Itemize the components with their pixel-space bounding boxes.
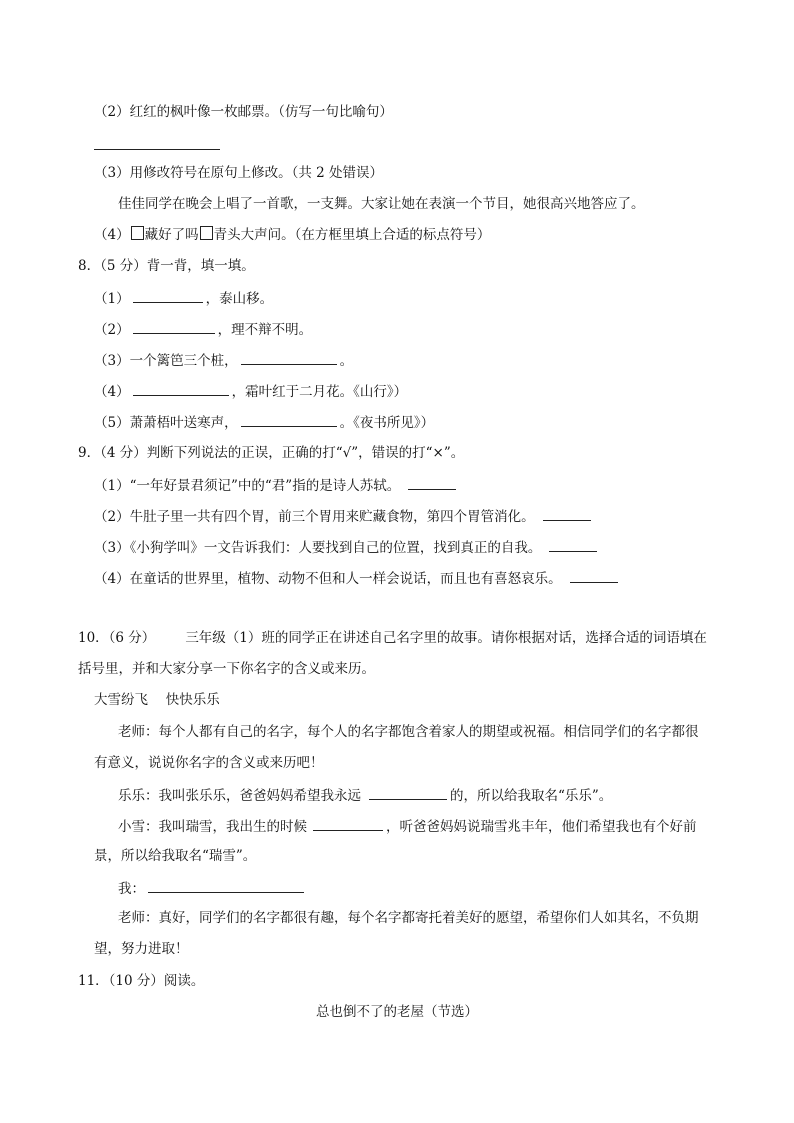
q10-lele-blank[interactable]: [369, 784, 447, 800]
q8-item4-blank[interactable]: [133, 380, 229, 396]
q9-item4: [94, 567, 621, 589]
q7-item3-sentence: 佳佳同学在晚会上唱了一首歌，一支舞。大家让她在表演一个节目，她很高兴地答应了。: [118, 196, 645, 212]
q8-item5-prefix: （5）萧萧梧叶送寒声，: [94, 415, 238, 431]
q9-item2: [94, 505, 594, 527]
q8-item5-blank[interactable]: [241, 411, 337, 427]
q7-item2: （2）红红的枫叶像一枚邮票。（仿写一句比喻句）: [94, 104, 393, 120]
q9-item3: [94, 536, 600, 558]
q8-item3: [94, 349, 353, 371]
q10-number: 10．（6 分）: [78, 630, 156, 646]
q8-item2: [94, 318, 312, 340]
q8-item4-suffix: ，霜叶红于二月花。《山行》）: [231, 384, 408, 400]
q8-item4: [94, 380, 407, 402]
q8-item1-blank[interactable]: [133, 287, 203, 303]
q8-item3-suffix: 。: [339, 353, 354, 369]
q9-header: 9．（4 分）判断下列说法的正误，正确的打“√”，错误的打“×”。: [78, 445, 465, 461]
q9-item3-text: （3）《小狗学叫》一文告诉我们：人要找到自己的位置，找到真正的自我。: [94, 540, 542, 556]
q10-teacher-closing-2: 望，努力进取！: [94, 941, 189, 957]
q7-item2-answer-line[interactable]: [94, 149, 220, 150]
q8-item1-prefix: （1）: [94, 291, 130, 307]
q7-item4-rest: 青头大声问。（在方框里填上合适的标点符号）: [213, 227, 491, 243]
q8-item3-blank[interactable]: [241, 349, 337, 365]
q10-xiaoxue-line: [118, 815, 697, 837]
punctuation-box-1[interactable]: [131, 226, 144, 240]
q10-xiaoxue-line2: 景，所以给我取名“瑞雪”。: [94, 848, 257, 864]
q10-me-line: [118, 877, 307, 899]
q10-me-prefix: 我：: [118, 881, 145, 897]
q9-item1: [94, 474, 459, 496]
q10-instructions: 三年级（1）班的同学正在讲述自己名字里的故事。请你根据对话，选择合适的词语填在: [185, 630, 707, 646]
q8-item2-blank[interactable]: [133, 318, 215, 334]
q8-item1: [94, 287, 273, 309]
q9-item4-answer-blank[interactable]: [570, 567, 618, 583]
q7-item3: （3）用修改符号在原句上修改。（共 2 处错误）: [94, 165, 384, 181]
q8-header: 8．（5 分）背一背，填一填。: [78, 258, 255, 274]
q7-item4: [94, 225, 490, 245]
q9-item1-answer-blank[interactable]: [408, 474, 456, 490]
q10-me-blank[interactable]: [148, 877, 304, 893]
q10-word-bank: 大雪纷飞 快快乐乐: [94, 692, 220, 708]
q8-item3-prefix: （3）一个篱笆三个桩，: [94, 353, 238, 369]
reading-passage-title: 总也倒不了的老屋（节选）: [316, 1004, 478, 1020]
q10-header-line2: 括号里，并和大家分享一下你名字的含义或来历。: [78, 661, 375, 677]
q10-header: [78, 628, 707, 648]
q11-header: 11．（10 分）阅读。: [78, 973, 205, 989]
q10-xiaoxue-suffix: ，听爸爸妈妈说瑞雪兆丰年，他们希望我也有个好前: [386, 819, 697, 835]
q10-teacher-intro-2: 有意义，说说你名字的含义或来历吧！: [94, 755, 324, 771]
q10-xiaoxue-blank[interactable]: [313, 815, 383, 831]
q9-item2-answer-blank[interactable]: [543, 505, 591, 521]
q10-teacher-closing-1: 老师：真好，同学们的名字都很有趣，每个名字都寄托着美好的愿望，希望你们人如其名，不负期: [118, 910, 699, 926]
q8-item2-suffix: ，理不辩不明。: [217, 322, 313, 338]
q7-item4-quote: 藏好了吗: [144, 227, 199, 243]
q9-item4-text: （4）在童话的世界里，植物、动物不但和人一样会说话，而且也有喜怒哀乐。: [94, 571, 562, 587]
q9-item2-text: （2）牛肚子里一共有四个胃，前三个胃用来贮藏食物，第四个胃管消化。: [94, 509, 535, 525]
punctuation-box-2[interactable]: [200, 226, 213, 240]
q8-item2-prefix: （2）: [94, 322, 130, 338]
q10-lele-suffix: 的，所以给我取名“乐乐”。: [450, 788, 613, 804]
q8-item4-prefix: （4）: [94, 384, 130, 400]
q9-item3-answer-blank[interactable]: [549, 536, 597, 552]
q7-item4-number: （4）: [94, 227, 130, 243]
q9-item1-text: （1）“一年好景君须记”中的“君”指的是诗人苏轼。: [94, 478, 401, 494]
q8-item1-suffix: ，泰山移。: [205, 291, 274, 307]
q10-xiaoxue-prefix: 小雪：我叫瑞雪，我出生的时候: [118, 819, 307, 835]
q8-item5: [94, 411, 434, 433]
q8-item5-suffix: 。《夜书所见》）: [339, 415, 435, 431]
q10-lele-prefix: 乐乐：我叫张乐乐，爸爸妈妈希望我永远: [118, 788, 361, 804]
q10-teacher-intro-1: 老师：每个人都有自己的名字，每个人的名字都饱含着家人的期望或祝福。相信同学们的名字都很: [118, 724, 699, 740]
q10-lele-line: [118, 784, 612, 806]
